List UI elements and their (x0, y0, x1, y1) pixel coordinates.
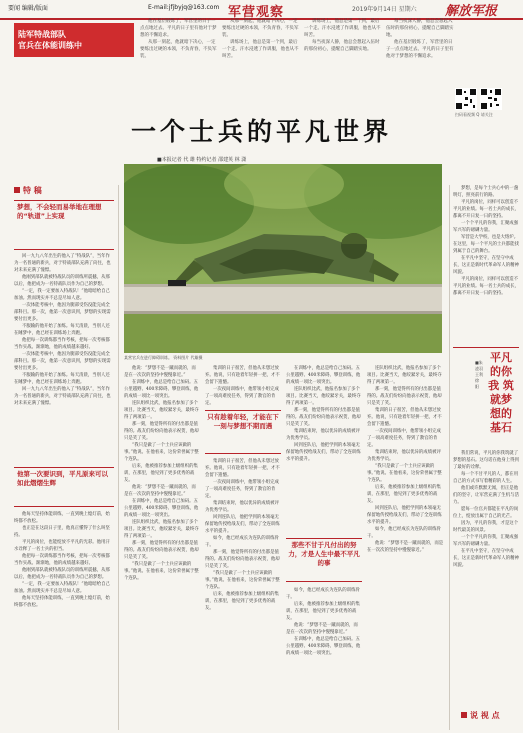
paragraph: 因为，平凡的你我，才是这个时代最美的风景。 (453, 521, 519, 533)
paragraph: “我只是做了一个士兵应该做的事。”他说。在他看来，这份荣誉属于整个连队。 (124, 443, 199, 462)
paragraph: 集训结束时，他以优异的成绩被评为优秀学员。 (286, 429, 360, 441)
column-divider (118, 185, 119, 730)
paragraph: 愿每一位官兵都能在平凡的岗位上，绽放出属于自己的光芒。 (453, 507, 519, 519)
paragraph: 不服输的他开始了加练。每天清晨，当别人还在睡梦中，他已经在训练场上奔跑。 (14, 324, 110, 336)
paragraph: 后来，他被推荐参加上级组织的集训，在那里，他见到了更多优秀的战友。 (367, 485, 441, 504)
photo-caption: 某营官兵在进行障碍训练。 资料图片 代雄摄 (124, 355, 203, 360)
middle-column-4 (367, 365, 445, 730)
paragraph: “我只是做了一个士兵应该做的事。”他说。在他看来，这份荣誉属于整个连队。 (124, 562, 199, 581)
paragraph: 集训的日子很苦，但他从未想过放弃。他说，只有趁着年轻拼一把，才不会留下遗憾。 (205, 459, 280, 478)
paragraph: 在训练中，他总是给自己加码。五公里越野、400米障碍、攀登训练，他的成绩一项比一项突出。 (286, 637, 361, 656)
square-icon (461, 712, 467, 718)
paragraph: 如今，他已经成长为连队的训练骨干。 (367, 527, 441, 539)
middle-column-1 (124, 365, 200, 730)
paragraph: 从那一刻起，他就暗下决心，一定要练出过硬的本领，不负青春，不负军装。 (222, 19, 299, 38)
masthead-logo: 解放军报 (445, 4, 498, 19)
paragraph: 回一九九八年出生的他入了“特战队”，当年作为一名普通的新兵，对于特战部队充满了向往，也对未来充满了憧憬。 (14, 254, 111, 273)
top-column-3 (304, 18, 382, 88)
paragraph: 在训练中，他总是给自己加码。五公里越野、400米障碍、攀登训练，他的成绩一项比一项突出。 (286, 366, 361, 385)
paragraph: “一定，我一定要加入特战队！”他暗暗给自己加油。然而现实并不总是尽如人意。 (14, 289, 110, 301)
paragraph: 在训练中，他总是给自己加码。五公里越野、400米障碍、攀登训练，他的成绩一项比一项突出。 (124, 499, 199, 518)
paragraph: “一定，我一定要加入特战队！”他暗暗给自己加油。然而现实并不总是尽如人意。 (14, 582, 110, 594)
paragraph: 后来，他被推荐参加上级组织的集训，在那里，他见到了更多优秀的战友。 (286, 602, 360, 621)
paragraph: 我们常说，平凡的你我筑就了梦想的基石。这句话在他身上得到了最好的诠释。 (453, 451, 519, 470)
headline: 一个士兵的平凡世界 (130, 117, 392, 146)
paragraph: 他在基层锻炼了，军营里的日子一点点地过去。平凡的日子里有他对于梦想的不懈追求。 (386, 40, 454, 59)
paragraph: 他说：“梦想不是一蹴而就的，而是在一次次的坚持中慢慢靠近。” (367, 541, 444, 553)
paragraph: 一次体能考核中，他因为腿部受伤没能完成全部科目。那一次，他第一次意识到，梦想的实现需要付出更多。 (14, 352, 111, 371)
commentary-byline: ■朱凌羽 王利 徐 阳 (475, 360, 483, 389)
paragraph: 他说：“梦想不是一蹴而就的，而是在一次次的坚持中慢慢靠近。” (124, 485, 196, 497)
soldier-training-photo (124, 164, 442, 353)
paragraph: “我只是做了一个士兵应该做的事。”他说。在他看来，这份荣誉属于整个连队。 (205, 571, 280, 590)
middle-column-3 (286, 587, 362, 730)
qr-code-icon[interactable] (455, 88, 477, 110)
paragraph: 他刚到部队就被特战队员的训练所震撼，从那以后，他把成为一名特战队员作为自己的梦想。 (14, 568, 110, 580)
top-column-2 (222, 18, 300, 88)
left-column-text-2 (14, 511, 114, 726)
subheading-dream: 梦想，不会轻而易举地在理想的“轨道”上实现 (14, 200, 114, 250)
paragraph: 后来，他被推荐参加上级组织的集训，在那里，他见到了更多优秀的战友。 (205, 592, 279, 611)
commentary-title: 平凡的你我 筑就梦想的基石 (488, 351, 514, 434)
paragraph: 他把每一次训练都当作考核，把每一次考核都当作实战。渐渐地，他的成绩越来越好。 (14, 338, 110, 350)
paragraph: 那一刻，他觉得所有的付出都是值得的。战友们纷纷向他表示祝贺，他却只是笑了笑。 (124, 422, 199, 441)
paragraph: 一次夜间训练中，他带领小组完成了一项高难度任务，得到了教官的肯定。 (367, 429, 441, 448)
right-column-text (453, 185, 519, 345)
paragraph: 回到连队后，他把学到的本领毫无保留地传授给战友们，带动了全连训练水平的提升。 (286, 443, 361, 462)
page-header (0, 0, 523, 20)
issue-date: 2019年9月14日 星期六 (352, 6, 417, 13)
paragraph: 一次夜间训练中，他带领小组完成了一项高难度任务，得到了教官的肯定。 (205, 480, 279, 499)
paragraph: 在平凡中坚守，在坚守中成长，这正是新时代革命军人的精神风貌。 (453, 549, 519, 568)
paragraph: 他把每一次训练都当作考核，把每一次考核都当作实战。渐渐地，他的成绩越来越好。 (14, 554, 110, 566)
paragraph: 连队组织比武，他报名参加了多个项目。比赛当天，他咬紧牙关，最终夺得了两项第一。 (124, 520, 199, 539)
paragraph: 他每天坚持体能训练，一直到晚上熄灯前，始终都不放松。 (14, 596, 110, 608)
paragraph: 如今，他已经成长为连队的训练骨干。 (205, 536, 279, 548)
paragraph: 一个个平凡的你我，汇聚成强军兴军的磅礴力量。 (453, 221, 519, 233)
middle-column-2 (205, 458, 281, 730)
paragraph: 那一刻，他觉得所有的付出都是值得的。战友们纷纷向他表示祝贺，他却只是笑了笑。 (205, 550, 280, 569)
section-divider (453, 347, 519, 348)
paragraph: 集训的日子很苦，但他从未想过放弃。他说，只有趁着年轻拼一把，才不会留下遗憾。 (205, 366, 280, 385)
paragraph: 一个个平凡的你我，汇聚成强军兴军的磅礴力量。 (453, 535, 519, 547)
paragraph: 他在基层锻炼了，军营里的日子一点点地过去。平凡的日子里有他对于梦想的不懈追求。 (140, 19, 217, 38)
paragraph: 那一刻，他觉得所有的付出都是值得的。战友们纷纷向他表示祝贺，他却只是笑了笑。 (124, 541, 199, 560)
paragraph: 训练场上，他总是第一个到，最后一个走。汗水浸透了作训服，他也从不叫苦。 (222, 40, 299, 59)
paragraph: 在训练中，他总是给自己加码。五公里越野、400米障碍、攀登训练，他的成绩一项比一项突出。 (124, 380, 199, 399)
paragraph: 训练场上，他总是第一个到，最后一个走。汗水浸透了作训服，他也从不叫苦。 (304, 19, 381, 38)
paragraph: 从那一刻起，他就暗下决心，一定要练出过硬的本领，不负青春，不负军装。 (140, 40, 217, 59)
paragraph: 不服输的他开始了加练。每天清晨，当别人还在睡梦中，他已经在训练场上奔跑。 (14, 373, 110, 385)
subheading-ordinary: 他第一次要识到，平凡原来可以如此熠熠生辉 (14, 467, 114, 507)
middle-column-3-top (286, 365, 362, 533)
topic-banner (14, 23, 134, 57)
square-icon (14, 187, 20, 193)
paragraph: 连队组织比武，他报名参加了多个项目。比赛当天，他咬紧牙关，最终夺得了两项第一。 (367, 366, 442, 385)
paragraph: 他们或许默默无闻，但正是他们的坚守，让军营充满了生机与活力。 (453, 486, 519, 505)
qr-caption: 扫码看视频 Q 请关注 (455, 112, 493, 117)
paragraph: 集训结束时，他以优异的成绩被评为优秀学员。 (367, 450, 441, 462)
left-column-text (14, 253, 114, 463)
paragraph: 回到连队后，他把学到的本领毫无保留地传授给战友们，带动了全连训练水平的提升。 (367, 506, 442, 525)
paragraph: 一次体能考核中，他因为腿部受伤没能完成全部科目。那一次，他第一次意识到，梦想的实现需要付出更多。 (14, 303, 111, 322)
paragraph: 平凡的岗位，同样可以创造不平凡的业绩。每一名士兵的成长，都离不开日复一日的坚持。 (453, 277, 519, 296)
paragraph: 他刚到部队就被特战队员的训练所震撼，从那以后，他把成为一名特战队员作为自己的梦想。 (14, 275, 110, 287)
paragraph: 那一刻，他觉得所有的付出都是值得的。战友们纷纷向他表示祝贺，他却只是笑了笑。 (286, 408, 361, 427)
paragraph: 平凡的岗位，同样可以创造不平凡的业绩。每一名士兵的成长，都离不开日复一日的坚持。 (453, 200, 519, 219)
top-column-4 (386, 18, 456, 88)
paragraph: 后来，他被推荐参加上级组织的集训，在那里，他见到了更多优秀的战友。 (124, 464, 198, 483)
byline: ■本报记者 代 雄 特约记者 邵建英 林 潇 (157, 157, 247, 163)
column-divider (449, 185, 450, 730)
paragraph: 每当夜深人静，他总会想起入伍时的那份初心，提醒自己脚踏实地。 (386, 19, 454, 38)
page-info: 要闻 编辑/版面 (8, 5, 48, 12)
paragraph: 每一个不甘平凡的人，都在用自己的方式书写着精彩的人生。 (453, 472, 519, 484)
paragraph: 也正是在这段日子里，他真正懂得了什么叫坚持。 (14, 526, 110, 538)
paragraph: 连队组织比武，他报名参加了多个项目。比赛当天，他咬紧牙关，最终夺得了两项第一。 (286, 387, 361, 406)
paragraph: 他说：“梦想不是一蹴而就的，而是在一次次的坚持中慢慢靠近。” (286, 623, 358, 635)
subheading-youth: 只有趁着年轻，才能在下一刻与梦想不期而遇 (205, 410, 281, 454)
paragraph: 在平凡中坚守，在坚守中成长，这正是新时代革命军人的精神风貌。 (453, 256, 519, 275)
banner-line-1: 陆军特战部队 (18, 30, 66, 39)
top-column-1 (140, 18, 218, 88)
paragraph: 军营是大学校，也是大熔炉。在这里，每一个平凡的士兵都能找到属于自己的舞台。 (453, 235, 519, 254)
paragraph: 连队组织比武，他报名参加了多个项目。比赛当天，他咬紧牙关，最终夺得了两项第一。 (124, 401, 199, 420)
paragraph: 如今，他已经成长为连队的训练骨干。 (286, 588, 360, 600)
section-title: 军营观察 (228, 5, 285, 20)
paragraph: “我只是做了一个士兵应该做的事。”他说。在他看来，这份荣誉属于整个连队。 (367, 464, 442, 483)
commentary-text (453, 450, 519, 705)
paragraph: 平凡的岗位，也能绽放不平凡的光彩。他用汗水诠释了一名士兵的担当。 (14, 540, 110, 552)
paragraph: 回到连队后，他把学到的本领毫无保留地传授给战友们，带动了全连训练水平的提升。 (205, 515, 280, 534)
paragraph: 梦想，是每个士兵心中的一盏明灯，照亮前行的路。 (453, 186, 519, 198)
paragraph: 一次夜间训练中，他带领小组完成了一项高难度任务，得到了教官的肯定。 (205, 387, 279, 406)
paragraph: 他每天坚持体能训练，一直到晚上熄灯前，始终都不放松。 (14, 512, 110, 524)
qr-code-icon[interactable] (480, 88, 502, 110)
paragraph: 他说：“梦想不是一蹴而就的，而是在一次次的坚持中慢慢靠近。” (124, 366, 196, 378)
viewpoint-tag (461, 710, 500, 721)
paragraph: 那一刻，他觉得所有的付出都是值得的。战友们纷纷向他表示祝贺，他却只是笑了笑。 (367, 387, 442, 406)
banner-line-2: 官兵在体能训练中 (18, 41, 82, 50)
feature-tag (14, 185, 42, 196)
feature-tag-label: 特 稿 (23, 186, 42, 195)
email-address: E-mail:jfjbyjq@163.com (148, 4, 220, 11)
paragraph: 集训结束时，他以优异的成绩被评为优秀学员。 (205, 501, 279, 513)
subheading-effort: 那些不甘于凡付出的努力，才是人生中最不平凡的事 (286, 538, 362, 582)
paragraph: 每当夜深人静，他总会想起入伍时的那份初心，提醒自己脚踏实地。 (304, 40, 380, 52)
middle-column-2-top (205, 365, 281, 407)
paragraph: 回一九九八年出生的他入了“特战队”，当年作为一名普通的新兵，对于特战部队充满了向往，也对未来充满了憧憬。 (14, 387, 111, 406)
viewpoint-tag-label: 说 视 点 (470, 711, 500, 720)
paragraph: 集训的日子很苦，但他从未想过放弃。他说，只有趁着年轻拼一把，才不会留下遗憾。 (367, 408, 442, 427)
